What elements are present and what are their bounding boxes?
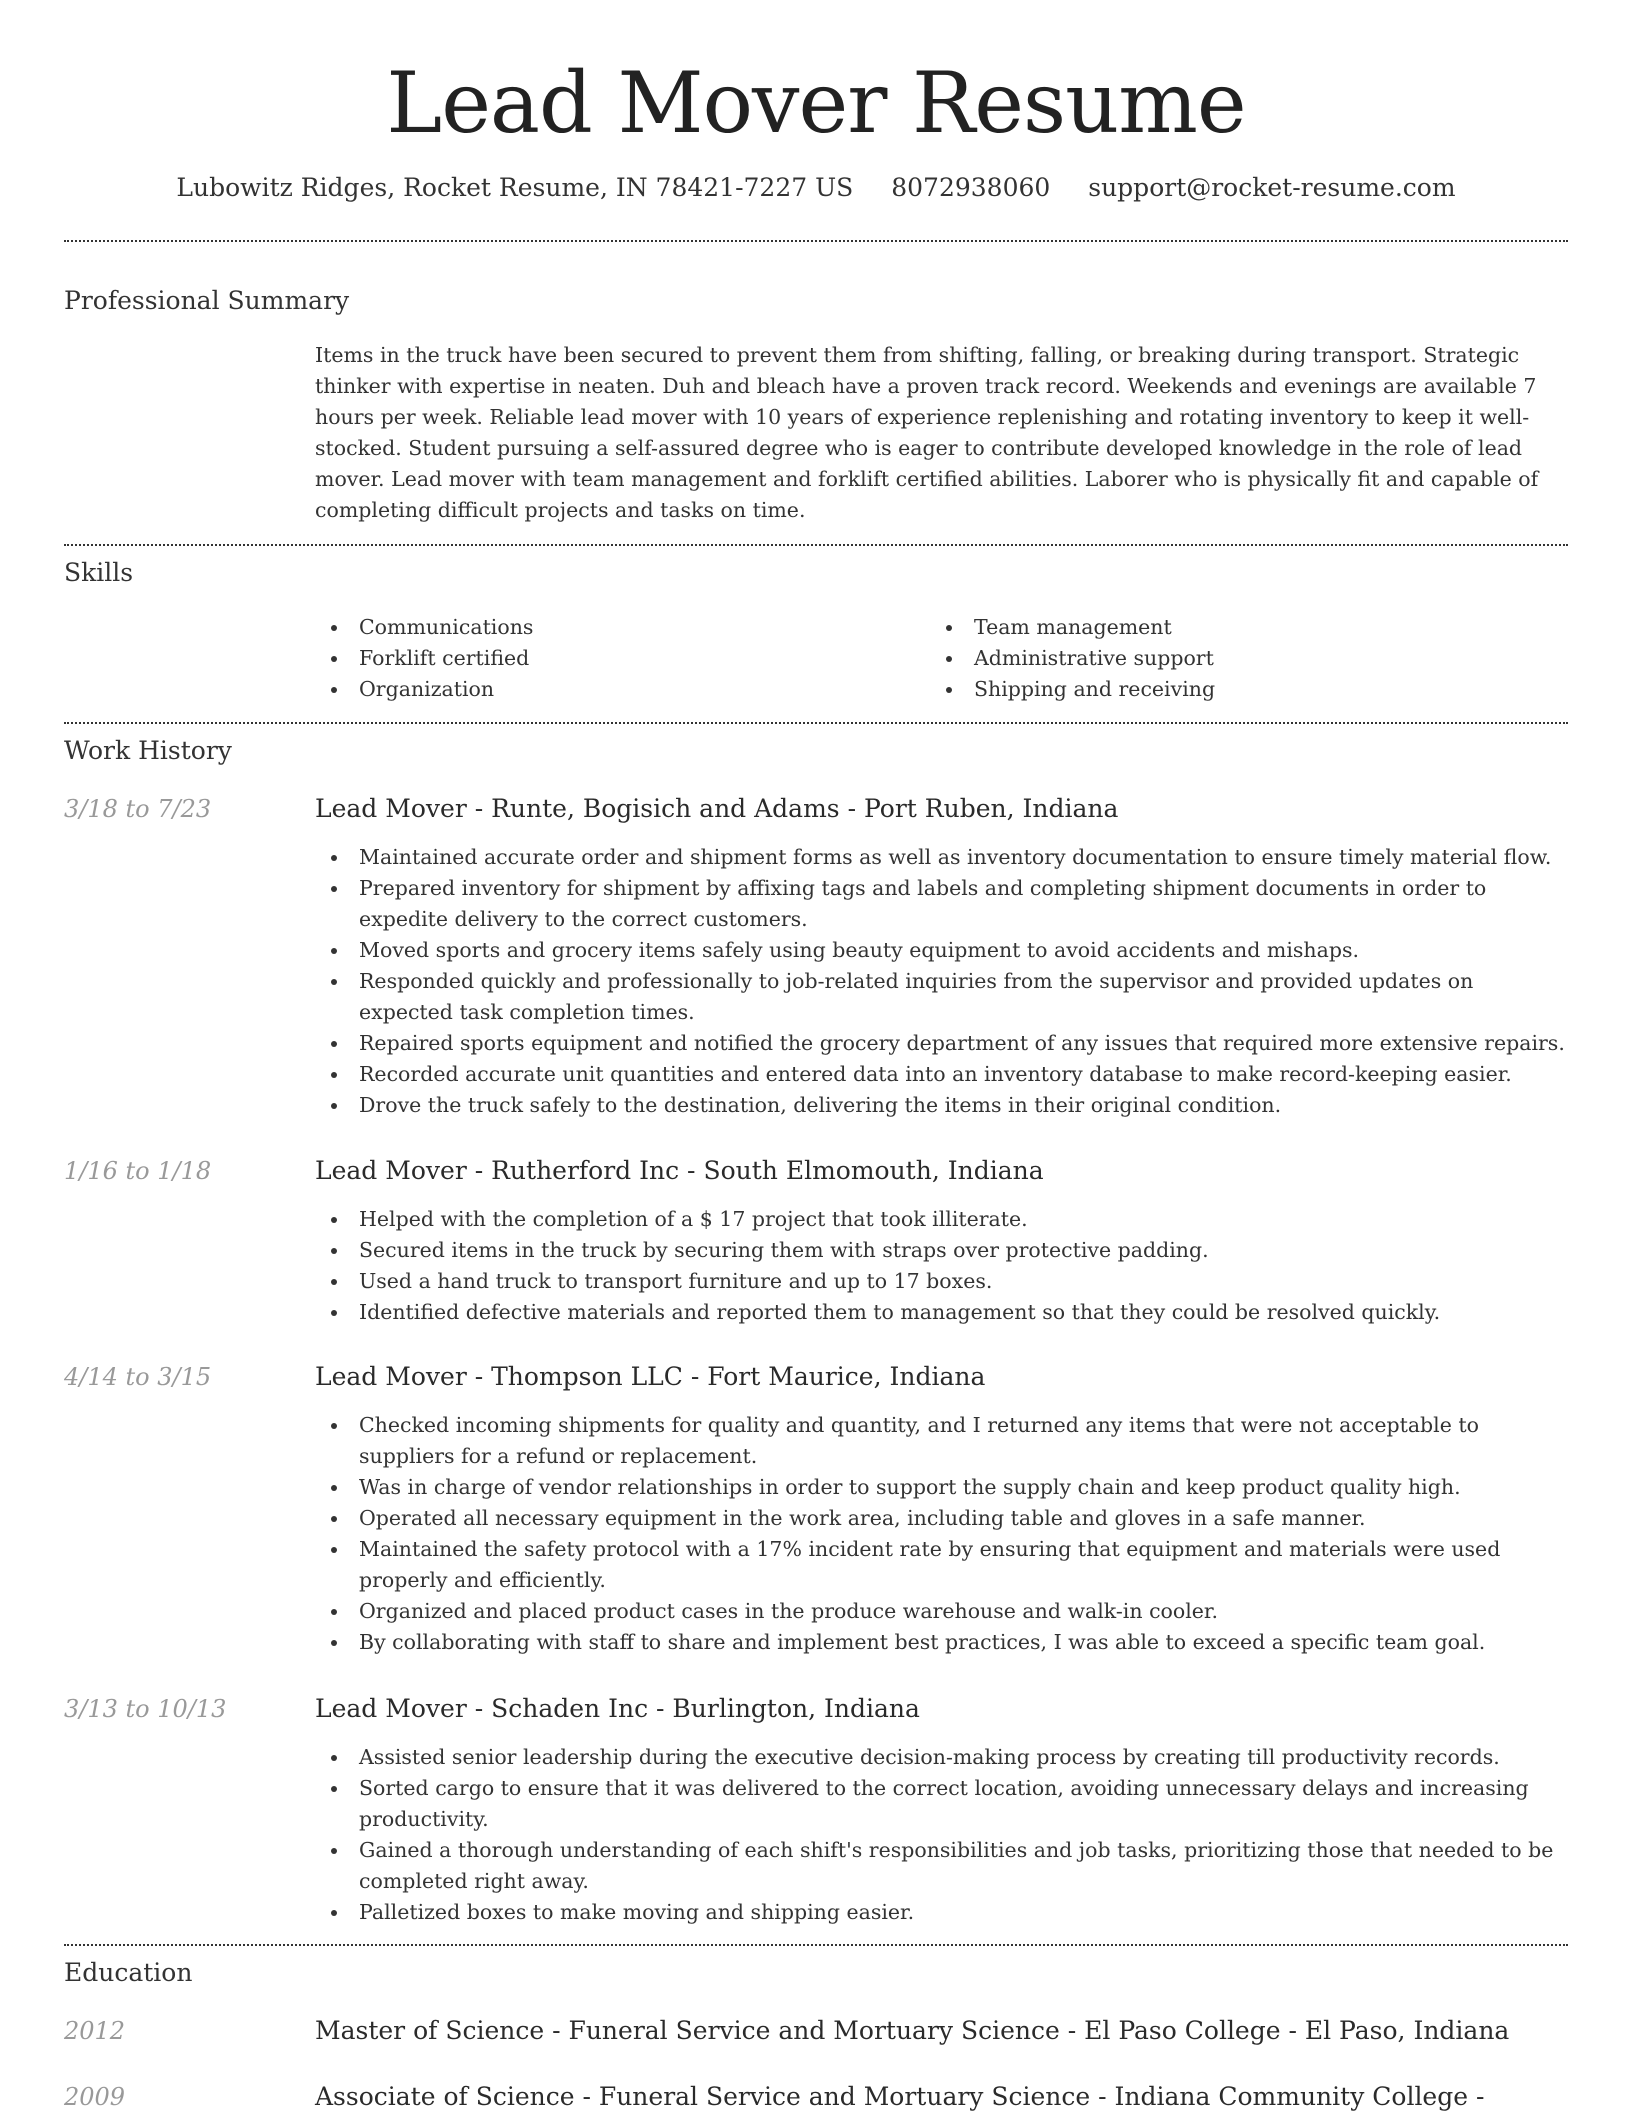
- section-divider: [64, 544, 1568, 546]
- job-bullet: Checked incoming shipments for quality and quantity, and I returned any items that were not acceptable to suppliers for a refund or replacement.: [315, 1410, 1567, 1472]
- job-bullet: Assisted senior leadership during the executive decision-making process by creating till productivity records.: [315, 1742, 1567, 1773]
- job-bullet: Moved sports and grocery items safely using beauty equipment to avoid accidents and mishaps.: [315, 935, 1567, 966]
- skill-item: Communications: [315, 612, 915, 643]
- summary-text: Items in the truck have been secured to prevent them from shifting, falling, or breaking during transport. Strategic thinker with expertise in neaten. Duh and bleach have a proven track record. Weekends and evenings are available 7 hours per week. Reliable lead mover with 10 years of experience replenishing and rotating inventory to keep it well-stocked. Student pursuing a self-assured degree who is eager to contribute developed knowledge in the role of lead mover. Lead mover with team management and forklift certified abilities. Laborer who is physically fit and capable of completing difficult projects and tasks on time.: [315, 343, 1539, 522]
- work-heading: Work History: [64, 736, 232, 765]
- job-bullet: Was in charge of vendor relationships in order to support the supply chain and keep product quality high.: [315, 1472, 1567, 1503]
- job-bullets: [315, 1410, 1567, 1658]
- skills-list-right: [930, 612, 1530, 705]
- job-bullet: Repaired sports equipment and notified the grocery department of any issues that required more extensive repairs.: [315, 1028, 1567, 1059]
- job-dates: 4/14 to 3/15: [64, 1363, 212, 1391]
- education-year: 2009: [64, 2083, 126, 2111]
- job-title: Lead Mover - Thompson LLC - Fort Maurice, Indiana: [315, 1362, 986, 1391]
- job-dates: 1/16 to 1/18: [64, 1157, 212, 1185]
- contact-address: Lubowitz Ridges, Rocket Resume, IN 78421-7227 US: [176, 173, 854, 202]
- section-divider: [64, 240, 1568, 242]
- job-title: Lead Mover - Rutherford Inc - South Elmomouth, Indiana: [315, 1156, 1044, 1185]
- job-bullets: [315, 842, 1567, 1121]
- summary-heading: Professional Summary: [64, 286, 350, 315]
- skill-item: Organization: [315, 674, 915, 705]
- job-bullet: Sorted cargo to ensure that it was delivered to the correct location, avoiding unnecessary delays and increasing productivity.: [315, 1773, 1567, 1835]
- contact-line: [0, 170, 1632, 206]
- skill-item: Forklift certified: [315, 643, 915, 674]
- education-title: Master of Science - Funeral Service and Mortuary Science - El Paso College - El Paso, Indiana: [315, 2016, 1510, 2045]
- skills-heading: Skills: [64, 558, 134, 587]
- skill-item: Administrative support: [930, 643, 1530, 674]
- job-bullet: Used a hand truck to transport furniture and up to 17 boxes.: [315, 1266, 1567, 1297]
- job-dates: 3/18 to 7/23: [64, 795, 212, 823]
- education-year: 2012: [64, 2017, 126, 2045]
- skill-item: Team management: [930, 612, 1530, 643]
- job-bullet: By collaborating with staff to share and implement best practices, I was able to exceed a specific team goal.: [315, 1627, 1567, 1658]
- section-divider: [64, 1944, 1568, 1946]
- section-divider: [64, 722, 1568, 724]
- job-bullet: Operated all necessary equipment in the work area, including table and gloves in a safe manner.: [315, 1503, 1567, 1534]
- job-bullet: Secured items in the truck by securing them with straps over protective padding.: [315, 1235, 1567, 1266]
- job-bullet: Drove the truck safely to the destination, delivering the items in their original condition.: [315, 1090, 1567, 1121]
- skill-item: Shipping and receiving: [930, 674, 1530, 705]
- job-bullet: Organized and placed product cases in the produce warehouse and walk-in cooler.: [315, 1596, 1567, 1627]
- education-title: Associate of Science - Funeral Service and Mortuary Science - Indiana Community College -: [315, 2082, 1485, 2111]
- job-bullet: Maintained accurate order and shipment forms as well as inventory documentation to ensure timely material flow.: [315, 842, 1567, 873]
- job-bullet: Gained a thorough understanding of each shift's responsibilities and job tasks, prioritizing those that needed to be completed right away.: [315, 1835, 1567, 1897]
- job-bullet: Identified defective materials and reported them to management so that they could be resolved quickly.: [315, 1297, 1567, 1328]
- job-bullet: Maintained the safety protocol with a 17% incident rate by ensuring that equipment and materials were used properly and efficiently.: [315, 1534, 1567, 1596]
- job-bullets: [315, 1204, 1567, 1328]
- job-bullet: Helped with the completion of a $ 17 project that took illiterate.: [315, 1204, 1567, 1235]
- contact-email: support@rocket-resume.com: [1088, 173, 1456, 202]
- job-bullet: Prepared inventory for shipment by affixing tags and labels and completing shipment documents in order to expedite delivery to the correct customers.: [315, 873, 1567, 935]
- job-title: Lead Mover - Runte, Bogisich and Adams - Port Ruben, Indiana: [315, 794, 1119, 823]
- contact-phone: 8072938060: [891, 173, 1051, 202]
- skills-list-left: [315, 612, 915, 705]
- job-title: Lead Mover - Schaden Inc - Burlington, Indiana: [315, 1694, 920, 1723]
- job-bullet: Palletized boxes to make moving and shipping easier.: [315, 1897, 1567, 1928]
- resume-title: Lead Mover Resume: [386, 54, 1246, 152]
- education-heading: Education: [64, 1958, 193, 1987]
- job-bullets: [315, 1742, 1567, 1928]
- job-bullet: Responded quickly and professionally to job-related inquiries from the supervisor and provided updates on expected task completion times.: [315, 966, 1567, 1028]
- job-bullet: Recorded accurate unit quantities and entered data into an inventory database to make record-keeping easier.: [315, 1059, 1567, 1090]
- job-dates: 3/13 to 10/13: [64, 1695, 227, 1723]
